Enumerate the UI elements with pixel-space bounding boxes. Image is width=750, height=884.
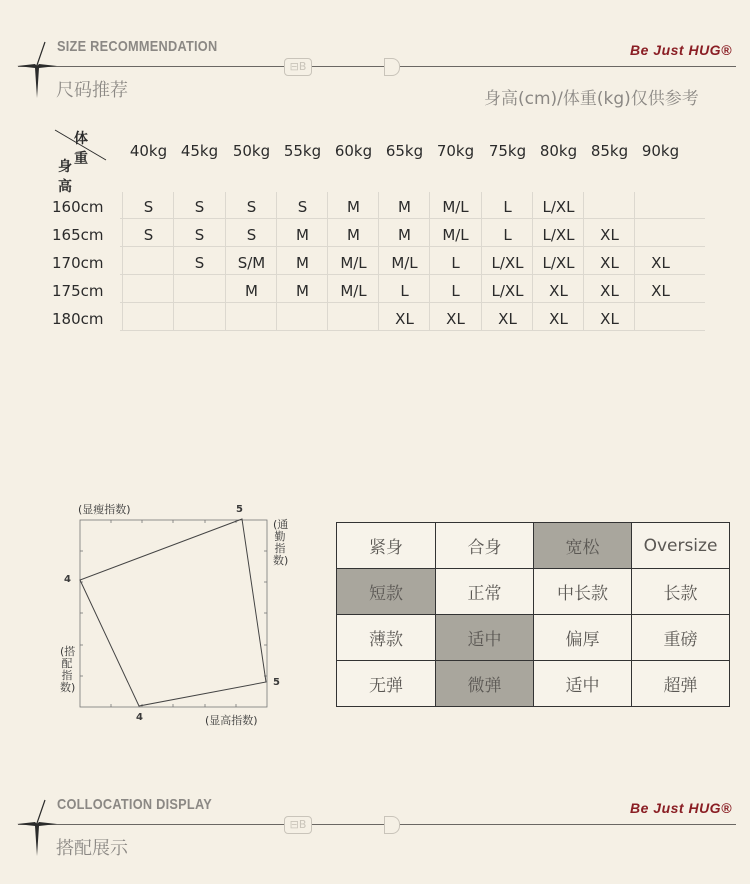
property-cell: 合身 [436, 523, 534, 569]
weight-header-cell: 60kg [334, 142, 373, 160]
size-cell: M [398, 226, 411, 244]
property-cell: 中长款 [534, 569, 632, 615]
size-cell: M [296, 226, 309, 244]
weight-header-cell: 50kg [232, 142, 271, 160]
size-cell: M [398, 198, 411, 216]
radar-ticks [80, 520, 267, 707]
height-label: 170cm [52, 254, 104, 272]
size-cell: XL [600, 282, 619, 300]
size-cell: M [245, 282, 258, 300]
size-cell: L/XL [491, 282, 524, 300]
corner-weight-label: 体重 [74, 131, 88, 167]
height-label: 175cm [52, 282, 104, 300]
size-cell: S [194, 254, 205, 272]
property-cell: Oversize [632, 523, 730, 569]
property-cell: 重磅 [632, 615, 730, 661]
radar-label-bottom: (显高指数) [205, 714, 258, 727]
size-cell: S [297, 198, 308, 216]
size-cell: L [503, 198, 512, 216]
size-cell: L/XL [542, 254, 575, 272]
height-label: 165cm [52, 226, 104, 244]
table-row-divider [120, 302, 705, 303]
table-row-divider [120, 246, 705, 247]
size-cell: M [347, 226, 360, 244]
logo-mark-icon: ⊟B [284, 58, 312, 76]
size-cell: XL [395, 310, 414, 328]
corner-height-label: 身高 [58, 159, 72, 195]
size-cell: S [246, 226, 257, 244]
size-cell: S [194, 198, 205, 216]
radar-label-right: (通勤指数) [273, 518, 289, 567]
size-cell: XL [549, 282, 568, 300]
weight-header-cell: 40kg [129, 142, 168, 160]
size-cell: L/XL [542, 226, 575, 244]
radar-polygon [80, 519, 266, 706]
property-cell: 偏厚 [534, 615, 632, 661]
weight-header-cell: 45kg [180, 142, 219, 160]
property-cell: 微弹 [436, 661, 534, 707]
size-cell: S [246, 198, 257, 216]
property-cell: 薄款 [337, 615, 436, 661]
property-cell: 短款 [337, 569, 436, 615]
property-cell: 超弹 [632, 661, 730, 707]
size-cell: M/L [340, 254, 367, 272]
header-divider [18, 66, 736, 67]
size-cell: M/L [340, 282, 367, 300]
table-row-divider [120, 330, 705, 331]
property-grid [336, 522, 730, 707]
height-label: 160cm [52, 198, 104, 216]
property-cell: 无弹 [337, 661, 436, 707]
size-cell: M/L [442, 226, 469, 244]
size-cell: S/M [237, 254, 266, 272]
radar-value-right: 5 [273, 677, 280, 688]
property-cell: 宽松 [534, 523, 632, 569]
header-divider-2 [18, 824, 736, 825]
size-cell: M/L [391, 254, 418, 272]
size-cell: M [296, 254, 309, 272]
brand-logo-2: Be Just HUG® [630, 800, 732, 816]
section-title-cn: 尺码推荐 [56, 80, 128, 101]
size-cell: M [296, 282, 309, 300]
size-cell: XL [498, 310, 517, 328]
section-title-en: SIZE RECOMMENDATION [57, 38, 218, 55]
size-cell: XL [600, 254, 619, 272]
table-row-divider [120, 218, 705, 219]
logo-d-icon-2 [384, 816, 400, 834]
radar-chart [55, 495, 289, 725]
section-title-en-2: COLLOCATION DISPLAY [57, 796, 213, 813]
brand-logo: Be Just HUG® [630, 42, 732, 58]
size-cell: XL [651, 282, 670, 300]
weight-header-cell: 85kg [590, 142, 629, 160]
reference-note: 身高(cm)/体重(kg)仅供参考 [484, 89, 699, 109]
radar-frame [80, 520, 267, 707]
radar-value-top: 5 [236, 504, 243, 515]
weight-header-cell: 75kg [488, 142, 527, 160]
weight-header-cell: 55kg [283, 142, 322, 160]
property-cell: 适中 [534, 661, 632, 707]
height-label: 180cm [52, 310, 104, 328]
property-cell: 紧身 [337, 523, 436, 569]
size-cell: XL [446, 310, 465, 328]
logo-d-icon [384, 58, 400, 76]
property-cell: 正常 [436, 569, 534, 615]
radar-label-top: (显瘦指数) [78, 503, 131, 516]
size-cell: L [451, 282, 460, 300]
size-cell: XL [549, 310, 568, 328]
size-cell: L [400, 282, 409, 300]
weight-header-cell: 65kg [385, 142, 424, 160]
size-cell: S [194, 226, 205, 244]
size-cell: XL [600, 226, 619, 244]
radar-label-left: (搭配指数) [60, 645, 76, 694]
table-row-divider [120, 274, 705, 275]
radar-value-bottom: 4 [136, 712, 143, 723]
logo-mark-icon-2: ⊟B [284, 816, 312, 834]
size-cell: L/XL [491, 254, 524, 272]
property-cell: 适中 [436, 615, 534, 661]
property-cell: 长款 [632, 569, 730, 615]
weight-header-cell: 90kg [641, 142, 680, 160]
size-cell: L [451, 254, 460, 272]
size-cell: M/L [442, 198, 469, 216]
size-cell: S [143, 226, 154, 244]
weight-header-cell: 80kg [539, 142, 578, 160]
size-cell: L/XL [542, 198, 575, 216]
weight-header-cell: 70kg [436, 142, 475, 160]
sparkle-star-icon [17, 38, 57, 98]
radar-value-left: 4 [64, 574, 71, 585]
section-title-cn-2: 搭配展示 [56, 838, 128, 859]
size-cell: XL [651, 254, 670, 272]
sparkle-star-icon-2 [17, 796, 57, 856]
size-cell: L [503, 226, 512, 244]
size-cell: S [143, 198, 154, 216]
size-cell: XL [600, 310, 619, 328]
corner-diagonal [54, 126, 110, 166]
size-cell: M [347, 198, 360, 216]
